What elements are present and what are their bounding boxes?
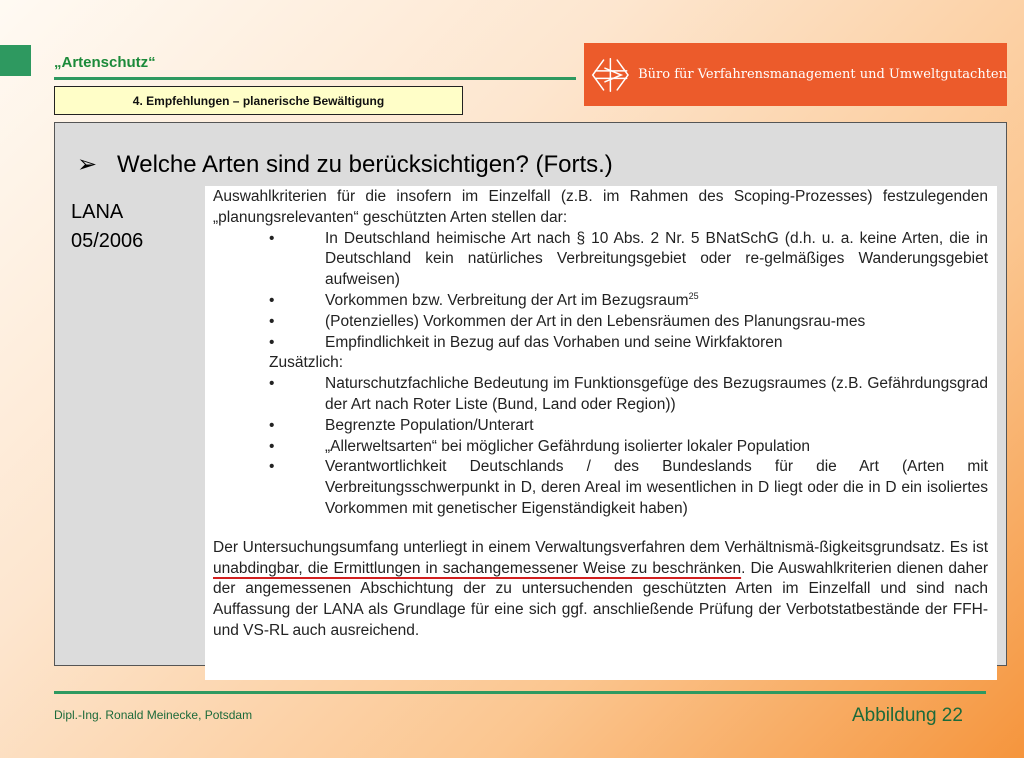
- excerpt-intro: Auswahlkriterien für die insofern im Einzelfall (z.B. im Rahmen des Scoping-Prozesses) festzulegenden „planungsrelevanten“ geschützten Arten stellen dar:: [213, 188, 988, 226]
- additional-item: [213, 374, 988, 416]
- highlighted-phrase: unabdingbar, die Ermittlungen in sachangemessener Weise zu beschränken: [213, 559, 742, 577]
- criteria-item: [213, 312, 988, 333]
- closing-text-end: . Die Auswahlkriterien dienen daher der angemessenen Abschichtung der zu untersuchenden geschützten Arten im Einzelfall und sind nach Auffassung der LANA als Grundlage für eine sich ggf. anschließende Prüfung der Verbotstatbestände der FFH- und VS-RL auch ausreichend.: [213, 559, 988, 639]
- footer-author: Dipl.-Ing. Ronald Meinecke, Potsdam: [54, 708, 253, 722]
- green-accent-square: [0, 45, 31, 76]
- criteria-text-with-footnote: [325, 291, 988, 312]
- source-label-line2: 05/2006: [71, 230, 144, 252]
- bullet-icon: •: [269, 458, 275, 476]
- criteria-text: (Potenzielles) Vorkommen der Art in den Lebensräumen des Planungsrau-mes: [325, 312, 866, 330]
- bullet-icon: •: [269, 291, 275, 309]
- company-logo: [584, 43, 1007, 106]
- document-excerpt: [205, 186, 997, 680]
- paragraph-gap: [213, 520, 988, 538]
- criteria-text: Vorkommen bzw. Verbreitung der Art im Bezugsraum: [325, 291, 689, 309]
- additional-item: [213, 457, 988, 519]
- additional-text: Verantwortlichkeit Deutschlands / des Bundeslands für die Art (Arten mit Verbreitungsschwerpunkt in D, deren Areal im wesentlichen in D liegt oder die in D ein isoliertes Vorkommen mit genetischer Eigenständigkeit haben): [325, 458, 988, 517]
- bullet-icon: •: [269, 229, 275, 247]
- additional-item: [213, 437, 988, 458]
- criteria-item: [213, 229, 988, 291]
- content-panel: [54, 122, 1007, 666]
- bullet-icon: •: [269, 437, 275, 455]
- section-box: [54, 86, 463, 115]
- criteria-text: Empfindlichkeit in Bezug auf das Vorhaben und seine Wirkfaktoren: [325, 333, 783, 351]
- footnote-marker: 25: [688, 290, 699, 301]
- heading-text: Welche Arten sind zu berücksichtigen? (Forts.): [117, 151, 613, 178]
- slide-heading: [77, 150, 613, 179]
- source-label: [71, 198, 143, 256]
- additional-text: Begrenzte Population/Unterart: [325, 416, 534, 434]
- section-label: 4. Empfehlungen – planerische Bewältigung: [132, 93, 385, 108]
- source-label-line1: LANA: [71, 201, 124, 223]
- title-divider: [54, 77, 576, 80]
- additional-text: Naturschutzfachliche Bedeutung im Funktionsgefüge des Bezugsraumes (z.B. Gefährdungsgrad der Art nach Roter Liste (Bund, Land oder Region)): [325, 375, 988, 413]
- compass-logo-icon: [590, 47, 632, 103]
- criteria-item: [213, 333, 988, 354]
- excerpt-closing: [213, 538, 988, 642]
- slide-title: „Artenschutz“: [54, 54, 156, 71]
- bullet-icon: •: [269, 333, 275, 351]
- additional-label: Zusätzlich:: [269, 354, 344, 372]
- closing-text-start: Der Untersuchungsumfang unterliegt in einem Verwaltungsverfahren dem Verhältnismä-ßigkeitsgrundsatz. Es ist: [213, 538, 988, 556]
- logo-text: Büro für Verfahrensmanagement und Umweltgutachten: [638, 67, 1007, 82]
- criteria-item: [213, 291, 988, 312]
- arrow-bullet-icon: ➢: [77, 151, 98, 178]
- bullet-icon: •: [269, 312, 275, 330]
- bullet-icon: •: [269, 416, 275, 434]
- footer-divider: [54, 691, 986, 694]
- figure-number: Abbildung 22: [852, 705, 963, 726]
- additional-text: „Allerweltsarten“ bei möglicher Gefährdung isolierter lokaler Population: [325, 437, 811, 455]
- additional-item: [213, 416, 988, 437]
- criteria-text: In Deutschland heimische Art nach § 10 Abs. 2 Nr. 5 BNatSchG (d.h. u. a. keine Arten, die in Deutschland kein natürliches Verbreitungsgebiet oder re-gelmäßiges Wanderungsgebiet aufweisen): [325, 229, 988, 289]
- bullet-icon: •: [269, 375, 275, 393]
